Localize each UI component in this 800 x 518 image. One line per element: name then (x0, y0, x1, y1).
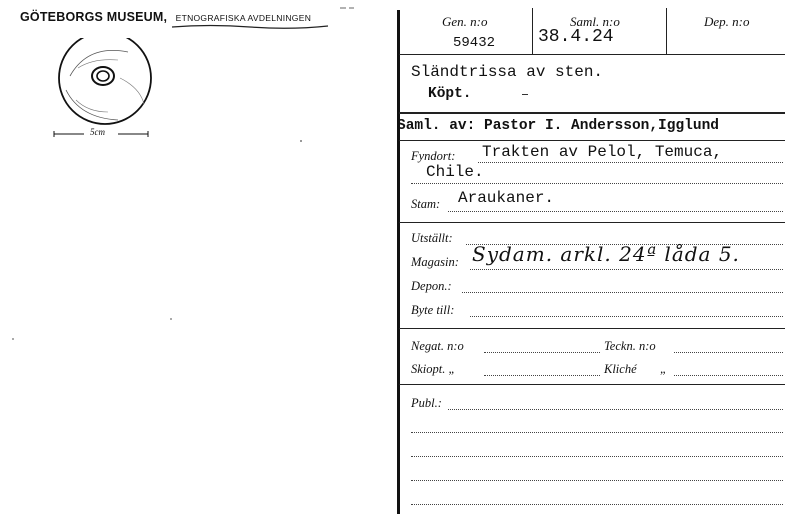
spindle-whorl-drawing (48, 38, 168, 142)
find-dotted-line-2 (411, 183, 783, 184)
gen-value: 59432 (453, 35, 496, 51)
table-divider-2 (666, 8, 667, 54)
dep-label: Dep. n:o (704, 14, 750, 29)
storage-dotted-line (470, 269, 783, 270)
gen-label: Gen. n:o (442, 14, 488, 29)
object-description: Sländtrissa av sten. (411, 63, 604, 81)
slide-label: Skiopt. „ (411, 362, 456, 376)
collector-name: Pastor I. Andersson,Igglund (484, 118, 719, 134)
speck (300, 140, 302, 142)
tribe-label: Stam: (411, 197, 441, 211)
slide-dotted-line (484, 375, 600, 376)
cliche-dotted-line (674, 375, 783, 376)
publ-dotted-line-4 (411, 480, 783, 481)
exchange-dotted-line (470, 316, 783, 317)
museum-name: GÖTEBORGS MUSEUM, (20, 10, 168, 24)
exhibited-label: Utställt: (411, 231, 453, 245)
rule-publ-top (399, 384, 785, 385)
exchange-label: Byte till: (411, 303, 455, 317)
department-underline (170, 22, 330, 30)
find-place-line2: Chile. (426, 163, 484, 181)
tribe-dotted-line (448, 211, 783, 212)
speck (12, 338, 14, 340)
acquisition-note: Köpt. (428, 86, 472, 102)
publ-dotted-line-3 (411, 456, 783, 457)
rule-photo-top (399, 328, 785, 329)
table-bottom-rule (399, 54, 785, 55)
saml-label: Saml. n:o (570, 14, 620, 29)
card-divider (397, 10, 400, 514)
department-name: ETNOGRAFISKA AVDELNINGEN (175, 13, 312, 23)
cliche-label: Kliché (604, 362, 637, 376)
cliche-ditto-mark: „ (660, 362, 667, 376)
stray-mark (522, 94, 528, 95)
publ-dotted-line-1 (448, 409, 783, 410)
deposit-dotted-line (462, 292, 783, 293)
drawing-no-label: Teckn. n:o (604, 339, 656, 353)
negative-label: Negat. n:o (411, 339, 464, 353)
drawing-no-dotted-line (674, 352, 783, 353)
publication-label: Publ.: (411, 396, 442, 410)
rule-location-top (399, 222, 785, 223)
speck (170, 318, 172, 320)
corner-mark (338, 4, 358, 12)
saml-value: 38.4.24 (538, 27, 614, 47)
find-label: Fyndort: (411, 149, 456, 163)
negative-dotted-line (484, 352, 600, 353)
rule-collector-top (399, 112, 785, 114)
find-place-line1: Trakten av Pelol, Temuca, (482, 143, 723, 161)
find-dotted-line (478, 162, 783, 163)
collector-line (397, 118, 719, 134)
publ-dotted-line-2 (411, 432, 783, 433)
collector-prefix: Saml. av: (397, 118, 476, 134)
storage-label: Magasin: (411, 255, 459, 269)
table-divider-1 (532, 8, 533, 54)
scale-label: 5cm (90, 127, 105, 137)
tribe-value: Araukaner. (458, 189, 555, 207)
deposit-label: Depon.: (411, 279, 452, 293)
publ-dotted-line-5 (411, 504, 783, 505)
storage-value: Sydam. arkl. 24ª låda 5. (472, 242, 740, 266)
rule-collector-bottom (399, 140, 785, 141)
